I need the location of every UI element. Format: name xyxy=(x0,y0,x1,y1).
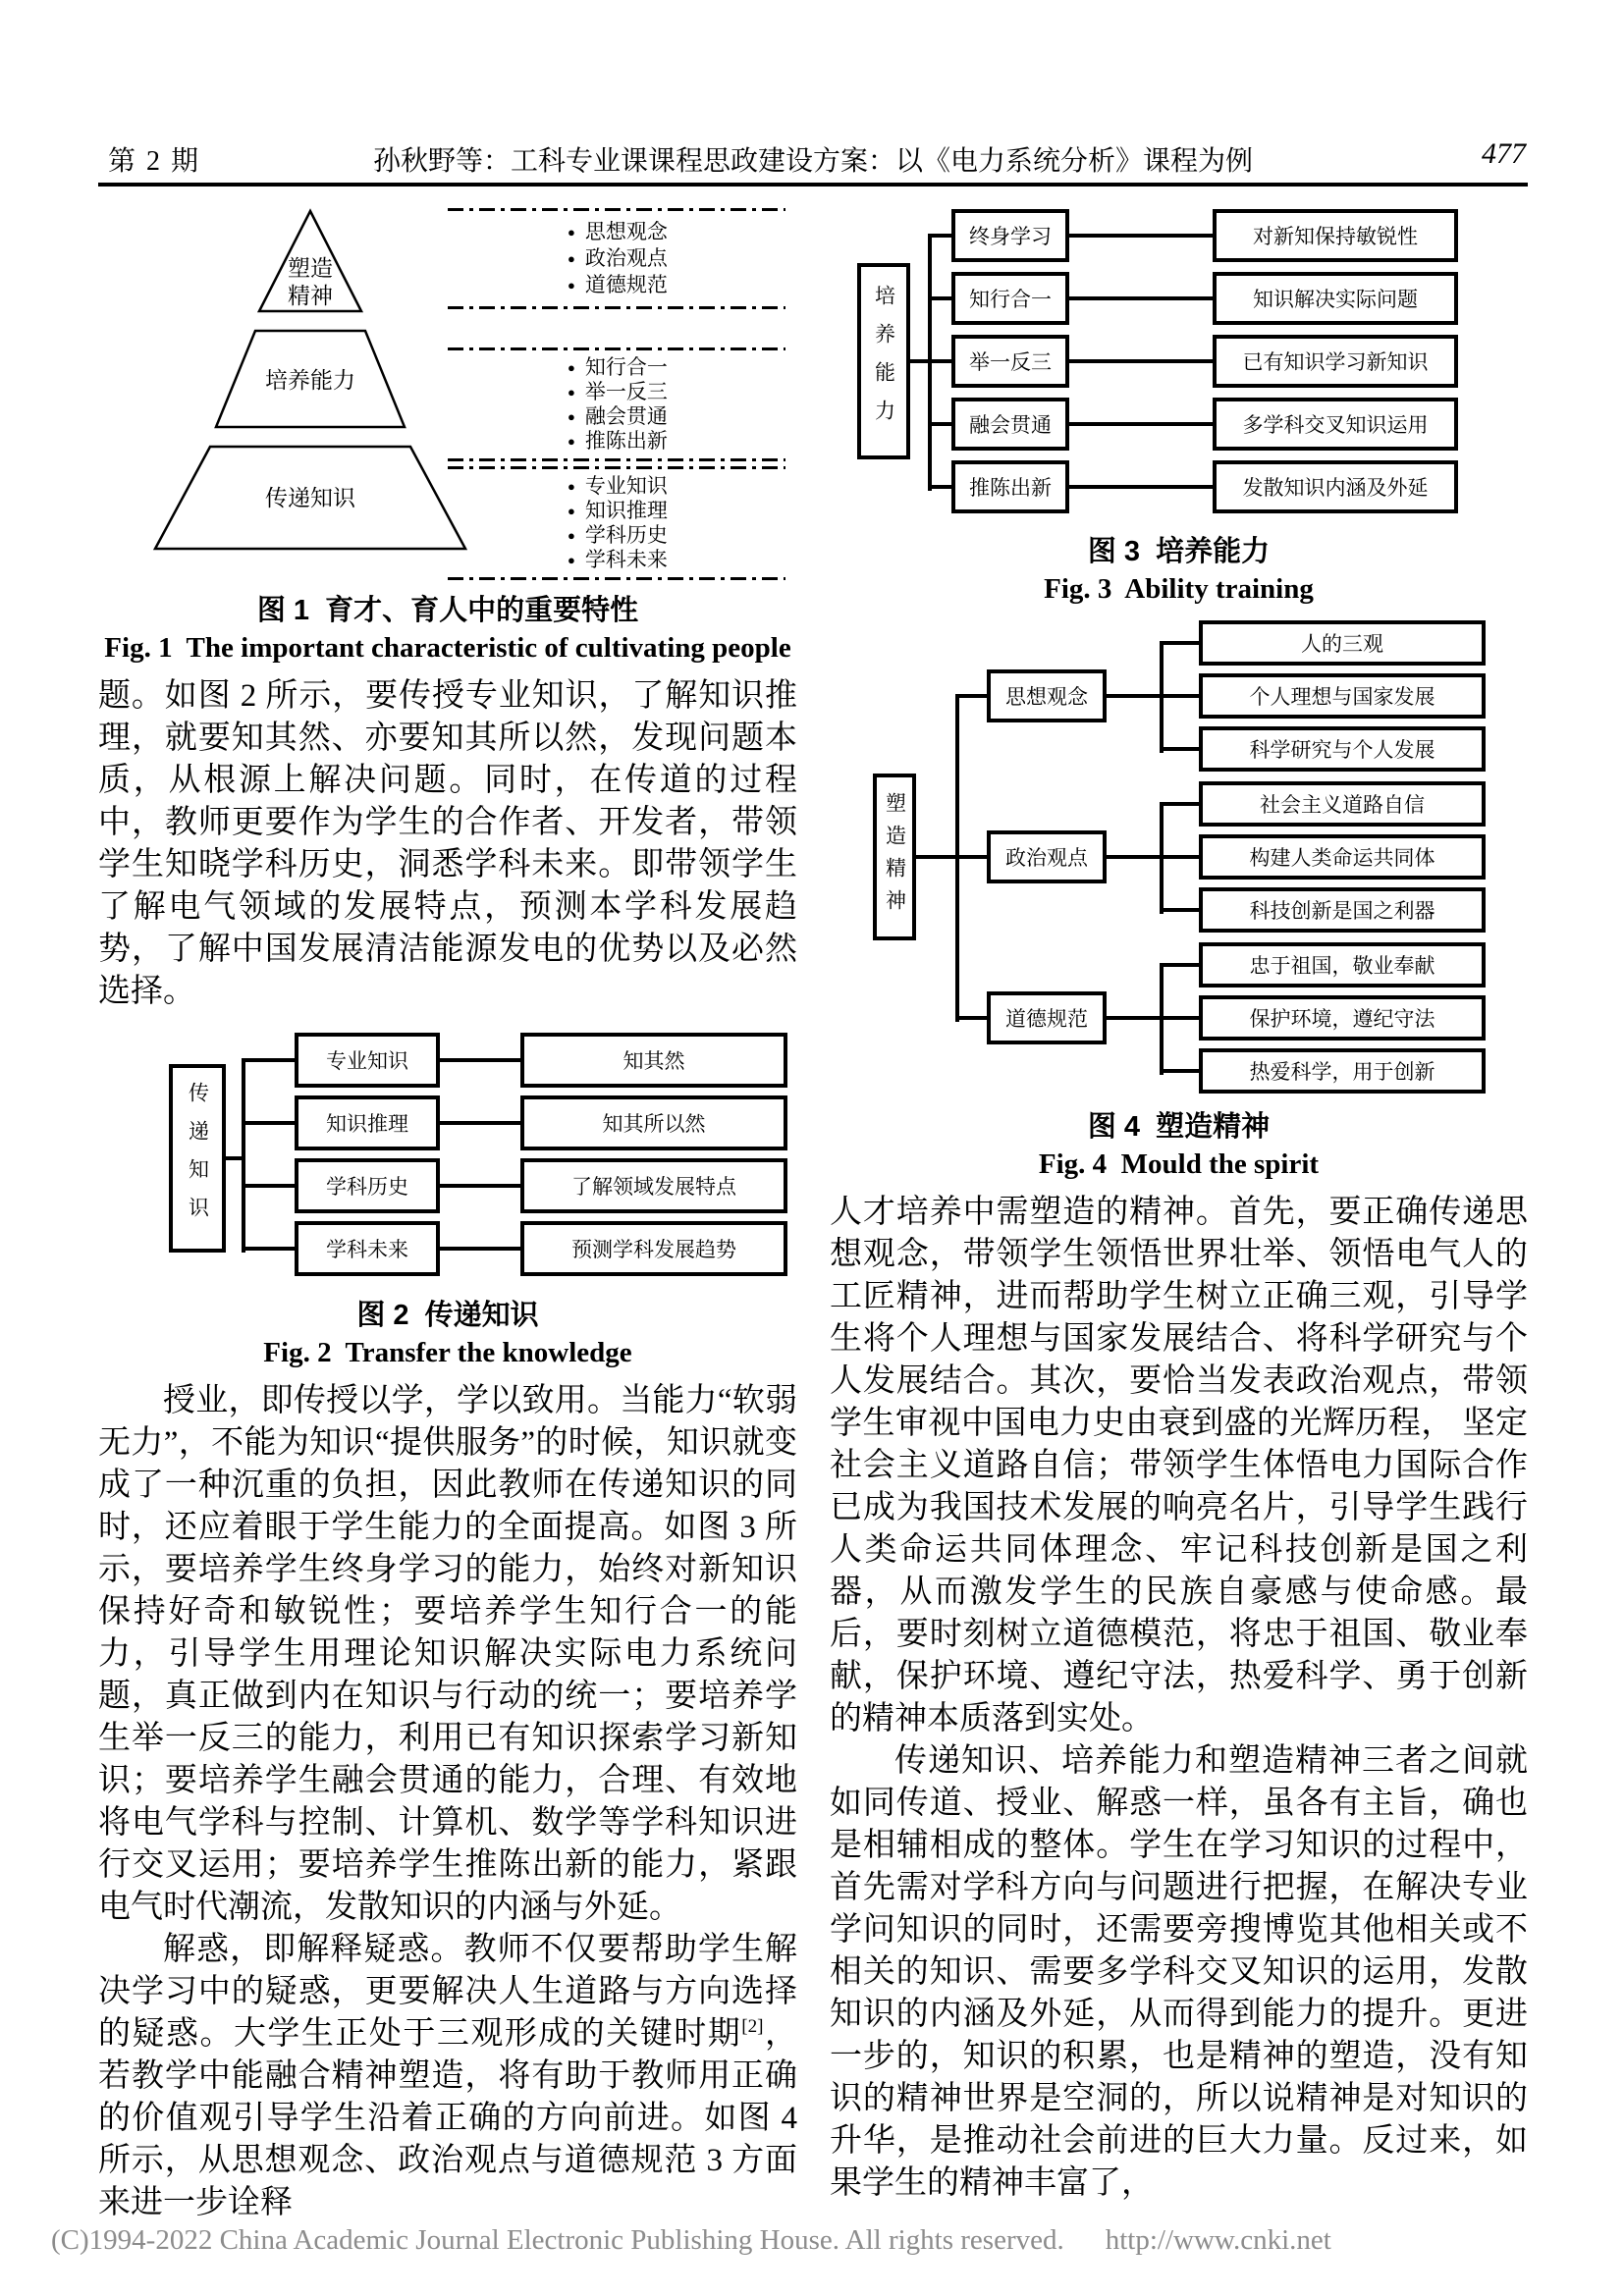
figure4-leaf-box: 个人理想与国家发展 xyxy=(1199,673,1486,719)
paragraph-shouye: 授业，即传授以学，学以致用。当能力“软弱无力”，不能为知识“提供服务”的时候，知识就变成了一种沉重的负担，因此教师在传递知识的同时，还应着眼于学生能力的全面提高。如图 3 所示，要培养学生终身学习的能力，始终对新知识保持好奇和敏锐性；要培养学生知行合一的能力，引导学生用理论知识解决实际电力系统问题，真正做到内在知识与行动的统一；要培养学生举一反三的能力，利用已有知识探索学习新知识；要培养学生融会贯通的能力，合理、有效地将电气学科与控制、计算机、数学等学科知识进行交叉运用；要培养学生推陈出新的能力，紧跟电气时代潮流，发散知识的内涵与外延。 xyxy=(98,1383,797,1925)
bullet-item xyxy=(568,523,785,548)
figure1-bullet-group-ability xyxy=(448,347,785,461)
figure4-leaf-box: 忠于祖国，敬业奉献 xyxy=(1199,942,1486,988)
bullet-icon: ● xyxy=(568,479,575,494)
figure4-leaf-row xyxy=(1164,1048,1486,1094)
bullet-item xyxy=(568,548,785,572)
bullet-item xyxy=(568,272,785,298)
figure3-row xyxy=(932,272,1458,325)
figure3-row xyxy=(932,209,1458,262)
pyramid-label-top-line1: 塑造 xyxy=(288,256,333,281)
bullet-icon: ● xyxy=(568,251,575,266)
figure3-branch-box: 知行合一 xyxy=(951,272,1069,325)
connector-line xyxy=(959,1016,987,1020)
figure3-root-label: 培养能力 xyxy=(872,285,896,438)
figure4-leaf-row xyxy=(1164,620,1486,666)
bullet-icon: ● xyxy=(568,385,575,400)
figure4-leaf-row xyxy=(1164,726,1486,772)
figure4-leaf-row xyxy=(1164,942,1486,988)
figure3-leaf-box: 已有知识学习新知识 xyxy=(1213,335,1458,388)
figure4-root-box xyxy=(873,774,916,940)
bullet-icon: ● xyxy=(568,504,575,518)
bullet-label: 知行合一 xyxy=(584,355,668,379)
connector-line xyxy=(245,1184,295,1188)
figure2-branch-box: 学科未来 xyxy=(295,1221,440,1276)
connector-line xyxy=(1069,296,1213,300)
connector-line xyxy=(1164,694,1199,698)
bullet-label: 学科未来 xyxy=(584,548,668,571)
right-column xyxy=(830,196,1528,2205)
bullet-icon: ● xyxy=(568,278,575,293)
connector-line xyxy=(932,485,951,489)
figure2-caption-en: Fig. 2 Transfer the knowledge xyxy=(263,1337,632,1368)
paragraph-text: ，若教学中能融合精神塑造，将有助于教师用正确的价值观引导学生沿着正确的方向前进。如图 4 所示，从思想观念、政治观点与道德规范 3 方面来进一步诠释 xyxy=(98,2016,797,2220)
figure3-leaf-box: 知识解决实际问题 xyxy=(1213,272,1458,325)
figure2-root-label: 传递知识 xyxy=(186,1082,210,1235)
figure3-branch-box: 融会贯通 xyxy=(951,398,1069,451)
bullet-label: 融会贯通 xyxy=(584,404,668,428)
figure4-leaf-row xyxy=(1164,781,1486,827)
figure3-branch-box: 举一反三 xyxy=(951,335,1069,388)
bullet-label: 道德规范 xyxy=(584,273,668,296)
paragraph-jiehuo xyxy=(98,1929,797,2224)
bullet-icon: ● xyxy=(568,528,575,543)
connector-line xyxy=(1069,485,1213,489)
connector-line xyxy=(440,1184,520,1188)
copyright-footer xyxy=(51,2224,1331,2257)
paragraph-text: 解惑，即解释疑惑。教师不仅要帮助学生解决学习中的疑惑，更要解决人生道路与方向选择的疑惑。大学生正处于三观形成的关键时期 xyxy=(98,1932,797,2052)
figure3-row xyxy=(932,335,1458,388)
connector-line xyxy=(1164,747,1199,751)
figure4-leaf-box: 科学研究与个人发展 xyxy=(1199,726,1486,772)
connector-line xyxy=(1164,855,1199,859)
figure3-leaf-box: 发散知识内涵及外延 xyxy=(1213,460,1458,513)
figure1-bullet-group-knowledge xyxy=(448,466,785,580)
pyramid-label-bottom: 传递知识 xyxy=(265,486,355,510)
connector-line xyxy=(440,1058,520,1062)
figure4-tree-diagram xyxy=(830,616,1528,1097)
figure3-caption-en: Fig. 3 Ability training xyxy=(1044,573,1314,605)
connector-line xyxy=(245,1247,295,1251)
figure1-bullet-group-spirit xyxy=(448,208,785,309)
pyramid-graphic xyxy=(141,203,475,559)
figure3-leaf-box: 对新知保持敏锐性 xyxy=(1213,209,1458,262)
connector-line xyxy=(1164,641,1199,645)
bullet-item xyxy=(568,429,785,454)
bullet-label: 推陈出新 xyxy=(584,429,668,453)
left-column xyxy=(98,196,797,2224)
bullet-item xyxy=(568,355,785,380)
connector-line xyxy=(1107,855,1164,859)
header-rule xyxy=(98,183,1528,187)
bullet-icon: ● xyxy=(568,409,575,424)
connector-line xyxy=(916,855,955,859)
connector-line xyxy=(1069,359,1213,363)
connector-line xyxy=(932,296,951,300)
copyright-text: (C)1994-2022 China Academic Journal Electronic Publishing House. All rights reserved. xyxy=(51,2224,1064,2256)
figure2-root-box xyxy=(169,1064,226,1253)
figure4-leaf-box: 热爱科学，用于创新 xyxy=(1199,1048,1486,1094)
bullet-label: 举一反三 xyxy=(584,380,668,403)
bullet-item xyxy=(568,219,785,245)
cnki-url: http://www.cnki.net xyxy=(1105,2224,1331,2256)
connector-line xyxy=(959,694,987,698)
connector-line xyxy=(932,359,951,363)
bullet-item xyxy=(568,404,785,429)
figure3-branch-box: 推陈出新 xyxy=(951,460,1069,513)
figure4-leaf-box: 人的三观 xyxy=(1199,620,1486,666)
figure2-row xyxy=(245,1221,787,1276)
figure4-leaf-box: 科技创新是国之利器 xyxy=(1199,887,1486,933)
paragraph-three-relations: 传递知识、培养能力和塑造精神三者之间就如同传道、授业、解惑一样，虽各有主旨，确也是相辅相成的整体。学生在学习知识的过程中，首先需对学科方向与问题进行把握，在解决专业学问知识的同时，还需要旁搜博览其他相关或不相关的知识、需要多学科交叉知识的运用，发散知识的内涵及外延，从而得到能力的提升。更进一步的，知识的积累，也是精神的塑造，没有知识的精神世界是空洞的，所以说精神是对知识的升华，是推动社会前进的巨大力量。反过来，如果学生的精神丰富了， xyxy=(830,1743,1528,2201)
figure2-branch-box: 知识推理 xyxy=(295,1095,440,1150)
figure4-branch-box: 道德规范 xyxy=(987,991,1107,1044)
figure4-root-label: 塑造精神 xyxy=(883,792,907,922)
paragraph-dao-continuation: 题。如图 2 所示，要传授专业知识，了解知识推理，就要知其然、亦要知其所以然，发现问题本质，从根源上解决问题。同时，在传道的过程中，教师更要作为学生的合作者、开发者，带领学生知晓学科历史，洞悉学科未来。即带领学生了解电气领域的发展特点，预测本学科发展趋势，了解中国发展清洁能源发电的优势以及必然选择。 xyxy=(98,678,797,1009)
figure2-row xyxy=(245,1095,787,1150)
figure3-row xyxy=(932,398,1458,451)
dash-dot-divider xyxy=(448,458,785,461)
pyramid-label-top-line2: 精神 xyxy=(288,284,333,308)
figure4-leaf-box: 社会主义道路自信 xyxy=(1199,781,1486,827)
figure4-branch-box: 政治观点 xyxy=(987,830,1107,883)
bullet-item xyxy=(568,245,785,272)
connector-line xyxy=(1164,908,1199,912)
bullet-icon: ● xyxy=(568,225,575,240)
figure2-leaf-box: 预测学科发展趋势 xyxy=(520,1221,787,1276)
figure4-caption-zh: 图 4 塑造精神 xyxy=(1087,1111,1271,1143)
figure3-caption-zh: 图 3 培养能力 xyxy=(1087,536,1271,567)
figure2-caption-zh: 图 2 传递知识 xyxy=(356,1300,539,1331)
connector-line xyxy=(959,855,987,859)
dash-dot-divider xyxy=(448,306,785,309)
connector-line xyxy=(245,1121,295,1125)
connector-line xyxy=(1069,422,1213,426)
figure1-pyramid-diagram xyxy=(98,196,797,581)
connector-line xyxy=(1069,234,1213,238)
figure3-root-box xyxy=(857,263,910,459)
journal-issue: 第 2 期 xyxy=(108,146,201,177)
figure2-row xyxy=(245,1033,787,1088)
connector-line xyxy=(1164,963,1199,967)
running-title: 孙秋野等：工科专业课课程思政建设方案：以《电力系统分析》课程为例 xyxy=(372,146,1253,177)
figure4-caption-en: Fig. 4 Mould the spirit xyxy=(1038,1148,1320,1180)
page-header xyxy=(98,135,1528,179)
figure4-branch-box: 思想观念 xyxy=(987,669,1107,722)
dash-dot-divider xyxy=(448,577,785,580)
connector-line xyxy=(932,234,951,238)
connector-line xyxy=(440,1247,520,1251)
bullet-label: 思想观念 xyxy=(584,220,668,243)
figure3-tree-diagram xyxy=(830,196,1528,522)
figure4-leaf-box: 保护环境，遵纪守法 xyxy=(1199,995,1486,1041)
figure4-leaf-row xyxy=(1164,673,1486,719)
figure3-row xyxy=(932,460,1458,513)
bullet-label: 政治观点 xyxy=(584,246,668,270)
figure4-leaf-row xyxy=(1164,887,1486,933)
bullet-item xyxy=(568,474,785,499)
connector-line xyxy=(1164,1016,1199,1020)
figure4-leaf-row xyxy=(1164,834,1486,880)
bullet-item xyxy=(568,499,785,523)
figure2-branch-box: 学科历史 xyxy=(295,1158,440,1213)
figure3-branch-box: 终身学习 xyxy=(951,209,1069,262)
pyramid-label-middle: 培养能力 xyxy=(265,368,355,393)
connector-line xyxy=(932,422,951,426)
figure1-caption-en: Fig. 1 The important characteristic of cultivating people xyxy=(104,632,791,664)
figure2-leaf-box: 知其然 xyxy=(520,1033,787,1088)
connector-line xyxy=(440,1121,520,1125)
bullet-icon: ● xyxy=(568,434,575,449)
bullet-label: 知识推理 xyxy=(584,499,668,522)
citation-ref: [2] xyxy=(741,2016,764,2037)
figure2-leaf-box: 了解领域发展特点 xyxy=(520,1158,787,1213)
bullet-icon: ● xyxy=(568,553,575,567)
connector-line xyxy=(1164,1069,1199,1073)
figure2-branch-box: 专业知识 xyxy=(295,1033,440,1088)
figure4-leaf-row xyxy=(1164,995,1486,1041)
figure2-leaf-box: 知其所以然 xyxy=(520,1095,787,1150)
bullet-icon: ● xyxy=(568,360,575,375)
figure3-leaf-box: 多学科交叉知识运用 xyxy=(1213,398,1458,451)
figure4-leaf-box: 构建人类命运共同体 xyxy=(1199,834,1486,880)
figure2-tree-diagram xyxy=(98,1025,797,1286)
connector-line xyxy=(1107,694,1164,698)
page-number: 477 xyxy=(1482,137,1526,170)
connector-line xyxy=(1107,1016,1164,1020)
bullet-label: 专业知识 xyxy=(584,474,668,498)
paragraph-spirit-continuation: 人才培养中需塑造的精神。首先，要正确传递思想观念，带领学生领悟世界壮举、领悟电气人的工匠精神，进而帮助学生树立正确三观，引导学生将个人理想与国家发展结合、将科学研究与个人发展结合。其次，要恰当发表政治观点，带领学生审视中国电力史由衰到盛的光辉历程， 坚定社会主义道路自信；带领学生体悟电力国际合作已成为我国技术发展的响亮名片，引导学生践行人类命运共同体理念、牢记科技创新是国之利器，从而激发学生的民族自豪感与使命感。最后，要时刻树立道德模范，将忠于祖国、敬业奉献，保护环境、遵纪守法，热爱科学、勇于创新的精神本质落到实处。 xyxy=(830,1195,1528,1736)
connector-line xyxy=(1164,802,1199,806)
figure1-caption-zh: 图 1 育才、育人中的重要特性 xyxy=(256,595,639,626)
connector-line xyxy=(245,1058,295,1062)
figure2-row xyxy=(245,1158,787,1213)
bullet-label: 学科历史 xyxy=(584,523,668,547)
bullet-item xyxy=(568,380,785,404)
